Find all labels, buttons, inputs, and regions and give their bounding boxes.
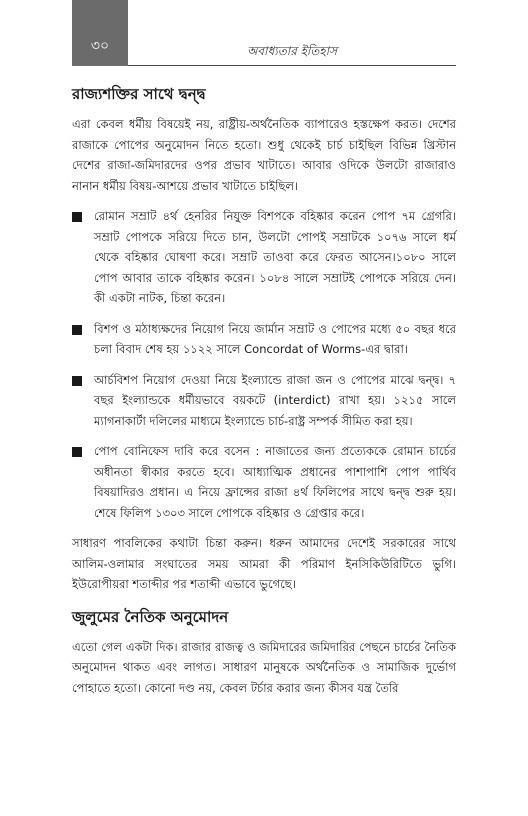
page-body	[72, 84, 456, 698]
square-bullet-icon	[72, 376, 82, 386]
list-item-text: পোপ বোনিফেস দাবি করে বসেন : নাজাতের জন্য প্রত্যেককে রোমান চার্চের অধীনতা স্বীকার করতে হবে। আধ্যাত্মিক প্রধানের পাশাপাশি পোপ পার্থিব বিষয়াদিরও প্রধান। এ নিয়ে ফ্রান্সের রাজা ৪র্থ ফিলিপের সাথে দ্বন্দ্ব শুরু হয়। শেষে ফিলিপ ১৩০৩ সালে পোপকে বহিষ্কার ও গ্রেপ্তার করে।	[94, 444, 456, 520]
square-bullet-icon	[72, 325, 82, 335]
paragraph-intro: এরা কেবল ধর্মীয় বিষয়েই নয়, রাষ্ট্রীয়-অর্থনৈতিক ব্যাপারেও হস্তক্ষেপ করত। দেশের রাজাকে পোপের অনুমোদন নিতে হতো। শুধু থেকেই চার্চ চাইছিল বিভিন্ন খ্রিস্টান দেশের রাজা-জমিদারদের ওপর প্রভাব খাটাতে। আবার ওদিকে উলটো রাজারাও নানান ধর্মীয় বিষয়-আশয়ে প্রভাব খাটাতে চাইছিল।	[72, 117, 456, 193]
bullet-list	[72, 206, 456, 523]
page-number: ৩০	[90, 38, 110, 54]
list-item-text: রোমান সম্রাট ৪র্থ হেনরির নিযুক্ত বিশপকে বহিষ্কার করেন পোপ ৭ম গ্রেগরি। সম্রাট পোপকে সরিয়ে দিতে চান, উলটো পোপই সম্রাটকে ১০৭৬ সালে ধর্ম থেকে বহিষ্কার ঘোষণা করে। সম্রাট তাওবা করে ফেরত আসেন।১০৮০ সালে পোপ আবার তাকে বহিষ্কার করেন। ১০৮৪ সালে সম্রাটই পোপকে সরিয়ে দেন। কী একটা নাটক, চিন্তা করেন।	[94, 209, 456, 305]
paragraph-moral-sanction: এতো গেল একটা দিক। রাজার রাজত্ব ও জমিদারের জমিদারির পেছনে চার্চের নৈতিক অনুমোদন থাকত এবং লাগত। সাধারণ মানুষকে অর্থনৈতিক ও সামাজিক দুর্ভোগ পোহাতে হতো। কোনো দণ্ড নয়, কেবল টর্চার করার জন্য কীসব যন্ত্র তৈরি	[72, 639, 456, 695]
list-item	[72, 441, 456, 523]
list-item-text: বিশপ ও মঠাধ্যক্ষদের নিয়োগ নিয়ে জার্মান সম্রাট ও পোপের মধ্যে ৫০ বছর ধরে চলা বিবাদ শেষ হয় ১১২২ সালে Concordat of Worms-এর দ্বারা।	[94, 321, 456, 356]
paragraph-closing: সাধারণ পাবলিকের কথাটা চিন্তা করুন। ধরুন আমাদের দেশেই সরকারের সাথে আলিম-ওলামার সংঘাতের সময় আমরা কী পরিমাণ ইনসিকিউরিটিতে ভুগি। ইউরোপীয়রা শতাব্দীর পর শতাব্দী এভাবে ভুগেছে।	[72, 536, 456, 591]
square-bullet-icon	[72, 212, 82, 222]
page-number-tab	[72, 0, 128, 66]
section-heading-conflict: রাজ্যশক্তির সাথে দ্বন্দ্ব	[72, 85, 206, 103]
header-divider	[128, 65, 456, 66]
square-bullet-icon	[72, 447, 82, 457]
list-item	[72, 370, 456, 432]
running-title: অবাধ্যতার ইতিহাস	[246, 44, 338, 58]
list-item	[72, 319, 456, 360]
section-heading-moral-sanction: জুলুমের নৈতিক অনুমোদন	[72, 607, 229, 626]
list-item	[72, 206, 456, 309]
list-item-text: আর্চবিশপ নিয়োগ দেওয়া নিয়ে ইংল্যান্ডে রাজা জন ও পোপের মাঝে দ্বন্দ্ব। ৭ বছর ইংল্যান্ডকে ধর্মীয়ভাবে বয়কটে (interdict) রাখা হয়। ১২১৫ সালে ম্যাগনাকার্টা দলিলের মাধ্যমে ইংল্যান্ডে চার্চ-রাষ্ট্র সম্পর্ক সীমিত করা হয়।	[94, 372, 456, 428]
section-spacer	[72, 595, 456, 607]
